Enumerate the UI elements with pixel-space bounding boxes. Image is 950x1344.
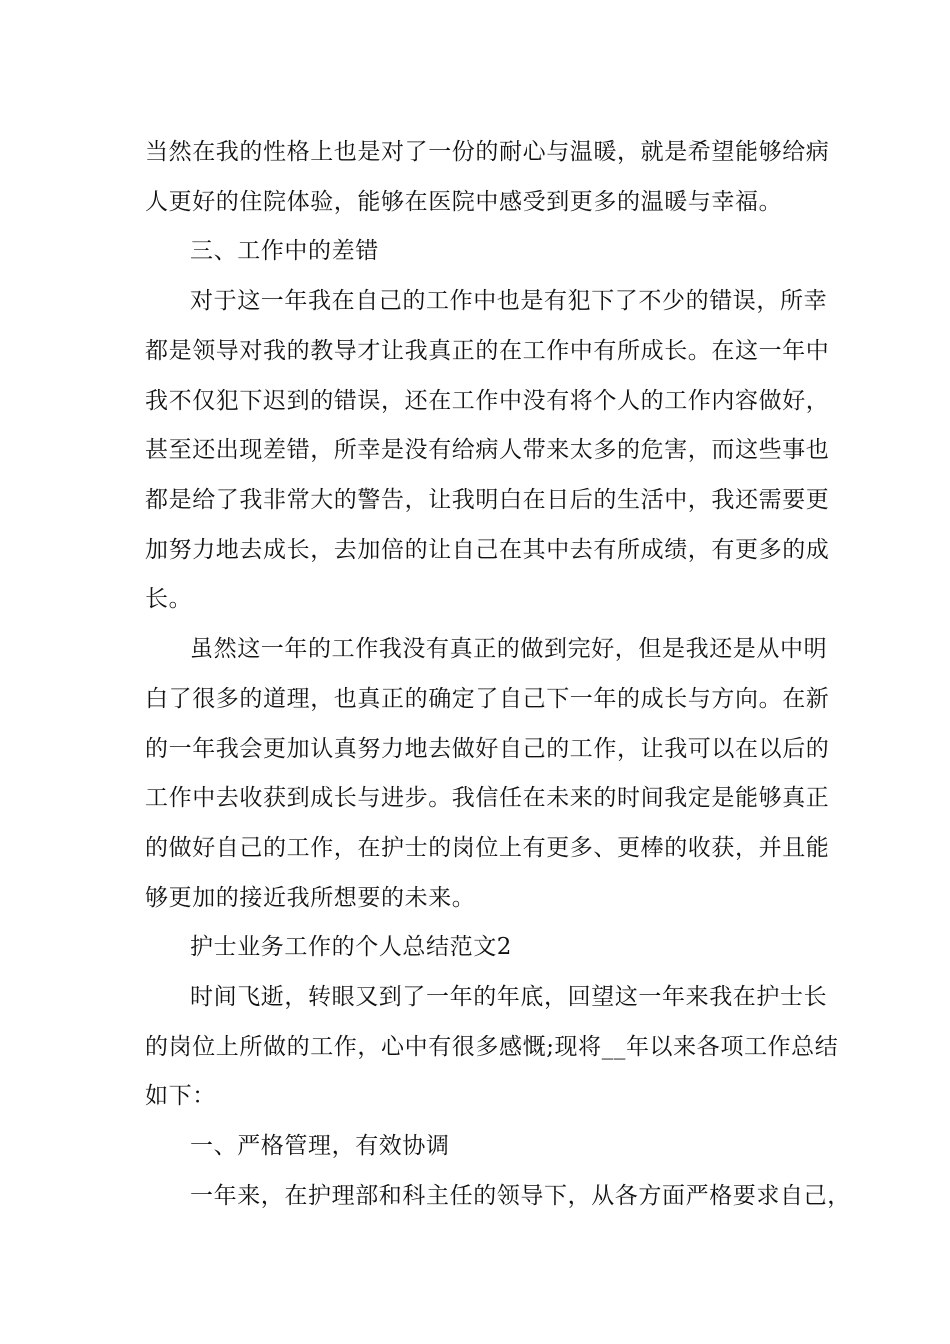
section-heading: 三、工作中的差错	[190, 238, 379, 264]
text-line: 都是给了我非常大的警告，让我明白在日后的生活中，我还需要更	[145, 487, 830, 513]
text-line: 甚至还出现差错，所幸是没有给病人带来太多的危害，而这些事也	[145, 437, 830, 463]
text-line: 的一年我会更加认真努力地去做好自己的工作，让我可以在以后的	[145, 736, 830, 762]
text-line: 当然在我的性格上也是对了一份的耐心与温暖，就是希望能够给病	[145, 139, 830, 165]
text-line: 我不仅犯下迟到的错误，还在工作中没有将个人的工作内容做好，	[145, 388, 830, 414]
text-line: 加努力地去成长，去加倍的让自己在其中去有所成绩，有更多的成	[145, 537, 830, 563]
text-line: 对于这一年我在自己的工作中也是有犯下了不少的错误，所幸	[190, 288, 828, 314]
text-line: 虽然这一年的工作我没有真正的做到完好，但是我还是从中明	[190, 636, 828, 662]
text-line: 都是领导对我的教导才让我真正的在工作中有所成长。在这一年中	[145, 338, 830, 364]
text-line: 够更加的接近我所想要的未来。	[145, 885, 476, 911]
text-line: 白了很多的道理，也真正的确定了自己下一年的成长与方向。在新	[145, 686, 830, 712]
text-line: 工作中去收获到成长与进步。我信任在未来的时间我定是能够真正	[145, 785, 830, 811]
text-line: 长。	[145, 586, 193, 612]
text-line: 时间飞逝，转眼又到了一年的年底，回望这一年来我在护士长	[190, 984, 828, 1010]
article-title: 护士业务工作的个人总结范文2	[190, 934, 513, 960]
text-line: 的做好自己的工作，在护士的岗位上有更多、更棒的收获，并且能	[145, 835, 830, 861]
text-line: 人更好的住院体验，能够在医院中感受到更多的温暖与幸福。	[145, 189, 783, 215]
text-line: 如下：	[145, 1083, 216, 1109]
text-line: 一年来，在护理部和科主任的领导下，从各方面严格要求自己，	[190, 1183, 851, 1209]
section-heading: 一、严格管理，有效协调	[190, 1133, 450, 1159]
text-line: 的岗位上所做的工作，心中有很多感慨;现将__年以来各项工作总结	[145, 1034, 839, 1060]
